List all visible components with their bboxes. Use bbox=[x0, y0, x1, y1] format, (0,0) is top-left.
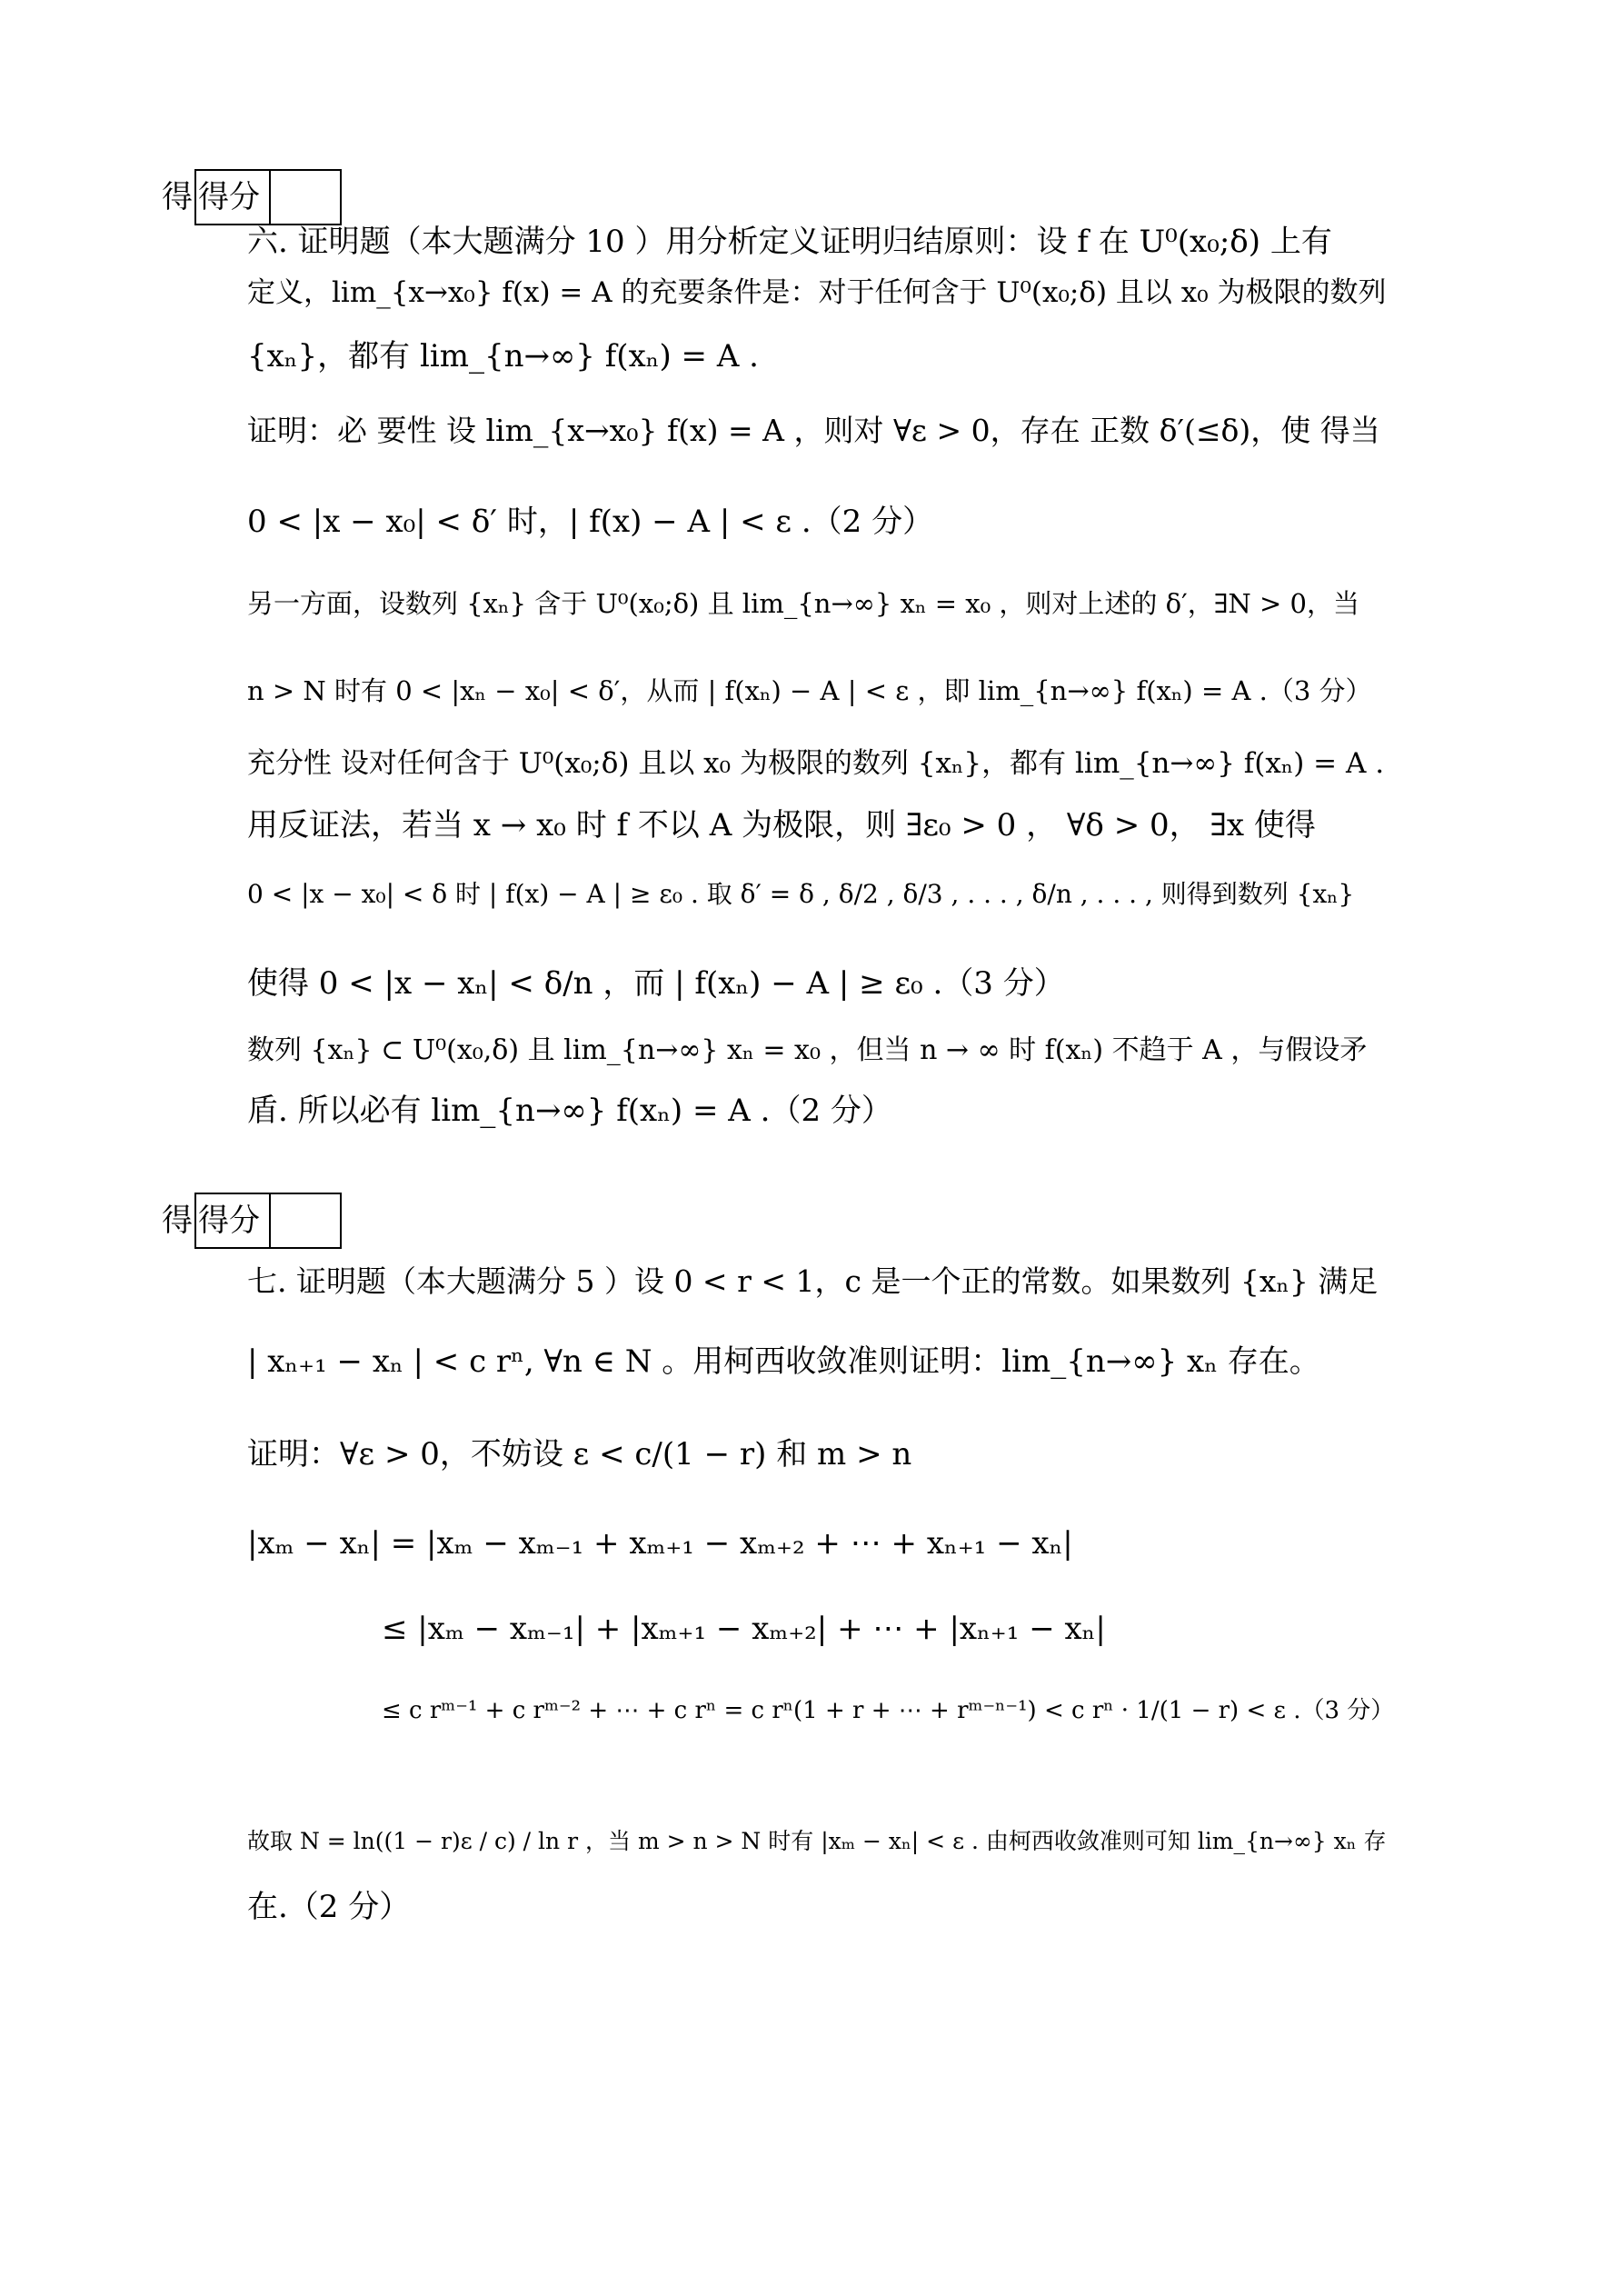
s6-line: 0 < |x − x₀| < δ 时 | f(x) − A | ≥ ε₀ . 取 δ′ = δ , δ/2 , δ/3 , . . . , δ/n , . . . , 则得到数列 {xₙ} bbox=[247, 879, 1355, 909]
s6-line: 另一方面，设数列 {xₙ} 含于 U⁰(x₀;δ) 且 lim_{n→∞} xₙ = x₀ ，则对上述的 δ′，∃N > 0，当 bbox=[247, 588, 1359, 619]
s6-line: {xₙ}，都有 lim_{n→∞} f(xₙ) = A . bbox=[247, 338, 759, 374]
s6-line: 盾. 所以必有 lim_{n→∞} f(xₙ) = A .（2 分） bbox=[247, 1093, 892, 1129]
score-value-cell bbox=[269, 1193, 342, 1249]
s7-line: ≤ |xₘ − xₘ₋₁| + |xₘ₊₁ − xₘ₊₂| + ⋯ + |xₙ₊₁ − xₙ| bbox=[382, 1611, 1106, 1647]
score-label-cell: 得分 bbox=[194, 169, 271, 225]
score-value-cell bbox=[269, 169, 342, 225]
s7-line: 在.（2 分） bbox=[247, 1889, 411, 1925]
s7-line: | xₙ₊₁ − xₙ | < c rⁿ, ∀n ∈ N 。用柯西收敛准则证明：lim_{n→∞} xₙ 存在。 bbox=[247, 1343, 1320, 1380]
s7-line: 证明：∀ε > 0，不妨设 ε < c/(1 − r) 和 m > n bbox=[247, 1436, 912, 1472]
s6-line: 充分性 设对任何含于 U⁰(x₀;δ) 且以 x₀ 为极限的数列 {xₙ}，都有 lim_{n→∞} f(xₙ) = A . bbox=[247, 747, 1385, 780]
s6-line: 数列 {xₙ} ⊂ U⁰(x₀,δ) 且 lim_{n→∞} xₙ = x₀ ，但当 n → ∞ 时 f(xₙ) 不趋于 A ，与假设矛 bbox=[247, 1034, 1368, 1066]
score-prefix: 得 bbox=[162, 1203, 193, 1239]
score-label-cell: 得分 bbox=[194, 1193, 271, 1249]
s7-line: ≤ c rᵐ⁻¹ + c rᵐ⁻² + ⋯ + c rⁿ = c rⁿ(1 + r + ⋯ + rᵐ⁻ⁿ⁻¹) < c rⁿ · 1/(1 − r) < ε .（3 分） bbox=[382, 1697, 1395, 1724]
s6-line: 用反证法，若当 x → x₀ 时 f 不以 A 为极限，则 ∃ε₀ > 0 ， ∀δ > 0， ∃x 使得 bbox=[247, 807, 1316, 844]
s6-line: 使得 0 < |x − xₙ| < δ/n ，而 | f(xₙ) − A | ≥ ε₀ .（3 分） bbox=[247, 965, 1065, 1002]
s7-line: |xₘ − xₙ| = |xₘ − xₘ₋₁ + xₘ₊₁ − xₘ₊₂ + ⋯ + xₙ₊₁ − xₙ| bbox=[247, 1525, 1073, 1562]
s6-line: 证明：必 要性 设 lim_{x→x₀} f(x) = A ，则对 ∀ε > 0，存在 正数 δ′(≤δ)，使 得当 bbox=[247, 413, 1380, 448]
s7-line: 故取 N = ln((1 − r)ε / c) / ln r ，当 m > n > N 时有 |xₘ − xₙ| < ε . 由柯西收敛准则可知 lim_{n→∞} xₙ 存 bbox=[247, 1828, 1387, 1854]
score-prefix: 得 bbox=[162, 179, 193, 215]
s6-line: 定义，lim_{x→x₀} f(x) = A 的充要条件是：对于任何含于 U⁰(x₀;δ) 且以 x₀ 为极限的数列 bbox=[247, 276, 1387, 309]
s7-line: 七. 证明题（本大题满分 5 ）设 0 < r < 1，c 是一个正的常数。如果数列 {xₙ} 满足 bbox=[247, 1263, 1379, 1299]
s6-line: 0 < |x − x₀| < δ′ 时，| f(x) − A | < ε .（2 分） bbox=[247, 504, 934, 540]
s6-line: n > N 时有 0 < |xₙ − x₀| < δ′，从而 | f(xₙ) − A | < ε ，即 lim_{n→∞} f(xₙ) = A .（3 分） bbox=[247, 675, 1372, 706]
s6-line: 六. 证明题（本大题满分 10 ）用分析定义证明归结原则：设 f 在 U⁰(x₀;δ) 上有 bbox=[247, 224, 1332, 260]
